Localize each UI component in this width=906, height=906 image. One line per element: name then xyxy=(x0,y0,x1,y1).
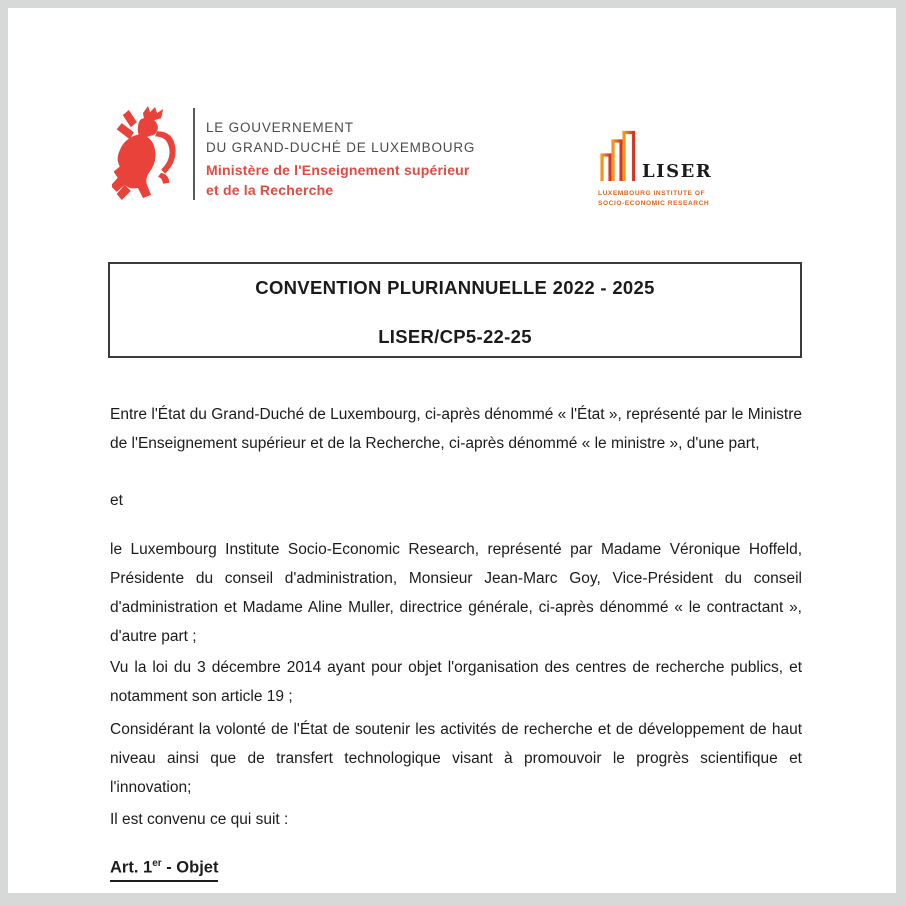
article-heading-prefix: Art. 1 xyxy=(110,858,153,877)
government-logo-text xyxy=(206,118,475,200)
logo-divider xyxy=(193,108,195,200)
luxembourg-lion-icon xyxy=(112,106,184,202)
ministry-line-2: et de la Recherche xyxy=(206,182,334,198)
paragraph-preamble-state: Entre l'État du Grand-Duché de Luxembourg, ci-après dénommé « l'État », représenté par le Ministre de l'Enseignement supérieur et de la Recherche, ci-après dénommé « le ministre », d'une part, xyxy=(110,406,802,452)
article-1-heading xyxy=(110,858,218,882)
convention-reference: LISER/CP5-22-25 xyxy=(378,326,532,347)
liser-acronym: LISER xyxy=(642,161,713,182)
liser-logo xyxy=(600,123,780,223)
liser-subtitle xyxy=(598,189,709,209)
paragraph-vu-la-loi: Vu la loi du 3 décembre 2014 ayant pour objet l'organisation des centres de recherche publics, et notamment son article 19 ; xyxy=(110,659,802,705)
convention-title: CONVENTION PLURIANNUELLE 2022 - 2025 xyxy=(255,277,655,298)
article-heading-superscript: er xyxy=(152,858,162,869)
liser-subtitle-line-1: LUXEMBOURG INSTITUTE OF xyxy=(598,190,706,197)
paragraph-et: et xyxy=(110,492,123,509)
document-page xyxy=(8,8,896,893)
paragraph-il-est-convenu: Il est convenu ce qui suit : xyxy=(110,811,289,828)
ministry-line-1: Ministère de l'Enseignement supérieur xyxy=(206,162,470,178)
liser-subtitle-line-2: SOCIO-ECONOMIC RESEARCH xyxy=(598,200,710,207)
paragraph-preamble-liser: le Luxembourg Institute Socio-Economic Research, représenté par Madame Véronique Hoffeld, Présidente du conseil d'administration, Monsieur Jean-Marc Goy, Vice-Président du conseil d'administration et Madame Aline Muller, directrice générale, ci-après dénommé « le contractant », d'autre part ; xyxy=(110,541,802,645)
government-line-2: DU GRAND-DUCHÉ DE LUXEMBOURG xyxy=(206,140,476,155)
paragraph-considerant: Considérant la volonté de l'État de soutenir les activités de recherche et de développement de haut niveau ainsi que de transfert technologique visant à promouvoir le progrès scientifique et l'innovation; xyxy=(110,721,802,796)
liser-bars-icon xyxy=(600,125,636,187)
government-line-1: LE GOUVERNEMENT xyxy=(206,120,354,135)
article-heading-rest: - Objet xyxy=(161,858,219,877)
title-box xyxy=(108,262,802,358)
